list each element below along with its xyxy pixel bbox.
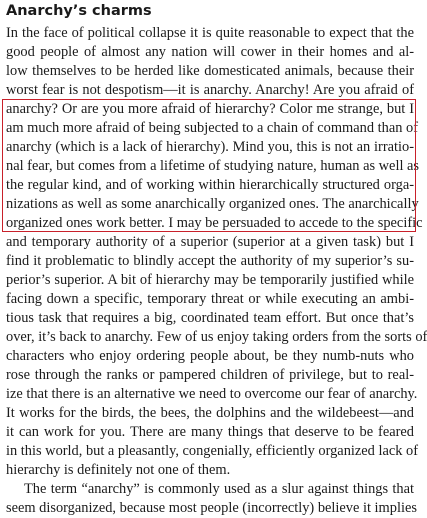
text-line: am much more afraid of being subjected to a chain of command than of xyxy=(6,120,418,136)
text-line: facing down a specific, temporary threat or while executing an ambi- xyxy=(6,291,414,307)
text-line: find it problematic to blindly accept the authority of my superior’s su- xyxy=(6,253,414,269)
section-heading: Anarchy’s charms xyxy=(6,3,152,19)
text-line: hierarchy is definitely not one of them. xyxy=(6,462,231,478)
text-line: perior’s superior. A bit of hierarchy may be temporarily justified while xyxy=(6,272,414,288)
text-line: low themselves to be herded like domesticated animals, because their xyxy=(6,63,414,79)
text-line: in this world, but a pleasantly, congenially, efficiently organized lack of xyxy=(6,443,419,459)
text-line: nal fear, but comes from a lifetime of studying nature, human as well as xyxy=(6,158,420,174)
text-line: characters who enjoy ordering people about, be they numb-nuts who xyxy=(6,348,414,364)
text-line: anarchy (which is a lack of hierarchy). Mind you, this is not an irratio- xyxy=(6,139,414,155)
text-line: the regular kind, and of working within hierarchically structured orga- xyxy=(6,177,414,193)
text-line: ize that there is an alternative we need to overcome our fear of anarchy. xyxy=(6,386,418,402)
text-line: tious task that requires a big, coordinated team effort. But once that’s xyxy=(6,310,414,326)
text-line: rose through the ranks or pampered children of privilege, but to real- xyxy=(6,367,414,383)
text-line: it can work for you. There are many things that deserve to be feared xyxy=(6,424,414,440)
text-line: over, it’s back to anarchy. Few of us enjoy taking orders from the sorts of xyxy=(6,329,427,345)
text-line: good people of almost any nation will cower in their homes and al- xyxy=(6,44,414,60)
text-line: seem disorganized, because most people (incorrectly) believe it implies xyxy=(6,500,417,516)
text-line: In the face of political collapse it is quite reasonable to expect that the xyxy=(6,25,414,41)
text-line: The term “anarchy” is commonly used as a slur against things that xyxy=(24,481,414,497)
text-line: nizations as well as some anarchically organized ones. The anarchically xyxy=(6,196,419,212)
text-line: organized ones work better. I may be persuaded to accede to the specific xyxy=(6,215,423,231)
text-line: and temporary authority of a superior (superior at a given task) but I xyxy=(6,234,414,250)
text-line: It works for the birds, the bees, the dolphins and the wildebeest—and xyxy=(6,405,414,421)
text-line: anarchy? Or are you more afraid of hierarchy? Color me strange, but I xyxy=(6,101,414,117)
text-line: worst fear is not despotism—it is anarchy. Anarchy! Are you afraid of xyxy=(6,82,414,98)
